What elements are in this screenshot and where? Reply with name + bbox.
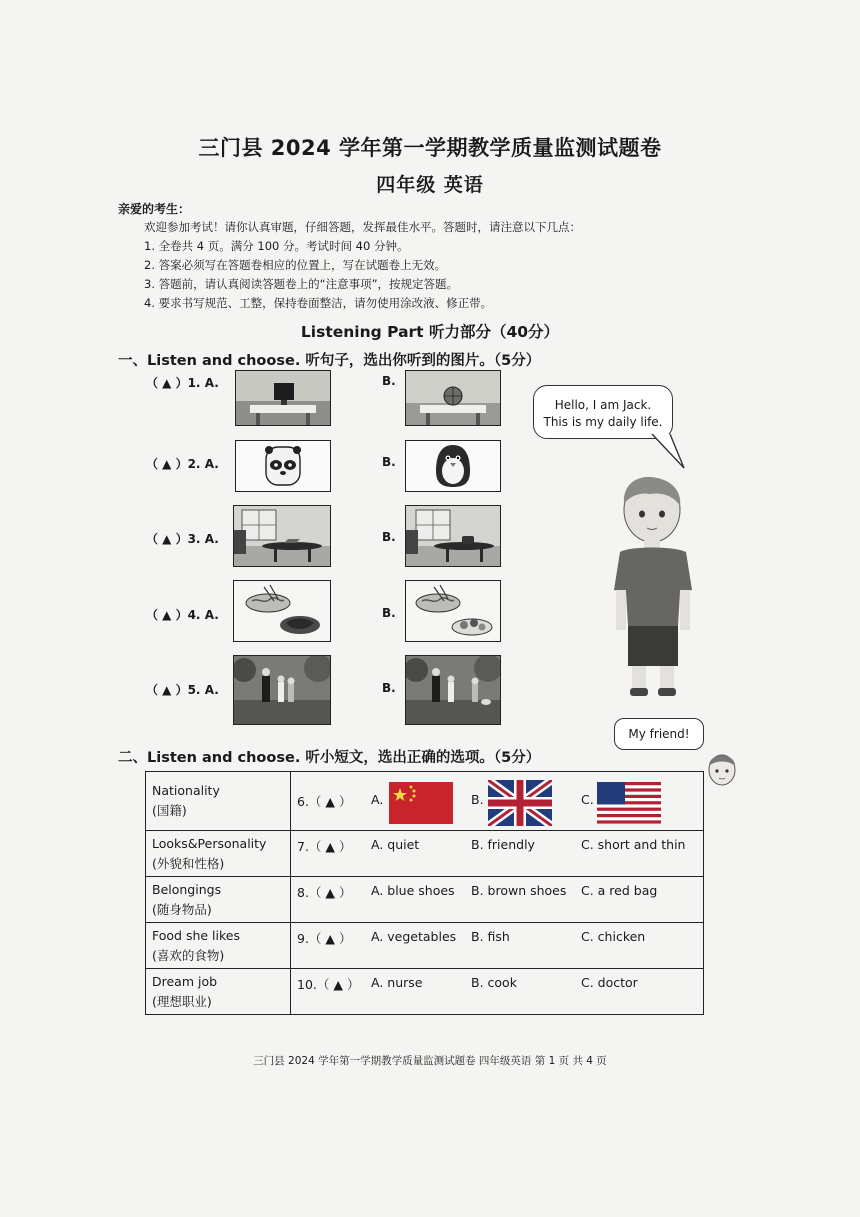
page-footer: 三门县 2024 学年第一学期教学质量监测试题卷 四年级英语 第 1 页 共 4 页 [253, 1055, 607, 1067]
category-cell [146, 923, 291, 969]
instruction-item: 欢迎参加考试！请你认真审题，仔细答题，发挥最佳水平。答题时，请注意以下几点： [144, 220, 581, 234]
bubble-line-1: Hello, I am Jack. [554, 398, 652, 412]
question-number: 10.（ ▲ ） [297, 977, 360, 992]
category-zh: (理想职业) [152, 993, 212, 1009]
category-en: Belongings [152, 881, 222, 897]
options-cell [291, 831, 704, 877]
part1-heading: 一、Listen and choose. 听句子，选出你听到的图片。（5分） [118, 353, 541, 369]
options-cell [291, 877, 704, 923]
q1-image-b-ball[interactable] [405, 370, 501, 426]
category-cell [146, 969, 291, 1015]
table-row [146, 969, 704, 1015]
question-number: 8.（ ▲ ） [297, 885, 352, 900]
option-b[interactable]: B. fish [471, 929, 510, 944]
exam-title: 三门县 2024 学年第一学期教学质量监测试题卷 [198, 136, 662, 160]
category-en: Nationality [152, 783, 220, 798]
q1-image-a-tv[interactable] [235, 370, 331, 426]
option-c-label[interactable]: C. [581, 792, 594, 807]
jack-boy-illustration-icon [600, 470, 710, 700]
option-b[interactable]: B. cook [471, 975, 517, 990]
exam-subtitle: 四年级 英语 [376, 174, 484, 196]
part2-table [145, 771, 704, 1015]
option-c[interactable]: C. chicken [581, 929, 646, 944]
question-1-label: （ ▲ ）1. A. [146, 376, 219, 390]
speech-bubble-tail-icon [650, 432, 690, 472]
instruction-item: 3. 答题前，请认真阅读答题卷上的“注意事项”，按规定答题。 [144, 277, 459, 291]
q4-image-b-noodles-vegetables[interactable] [405, 580, 501, 642]
question-3-label: （ ▲ ）3. A. [146, 532, 219, 546]
option-b-label[interactable]: B. [471, 792, 484, 807]
category-zh: (随身物品) [152, 901, 212, 917]
usa-flag-icon[interactable] [597, 782, 661, 824]
q5-image-a-park-scene[interactable] [233, 655, 331, 725]
option-b[interactable]: B. friendly [471, 837, 535, 852]
category-en: Dream job [152, 973, 218, 989]
instructions-list [144, 218, 581, 313]
bubble-line-2: This is my daily life. [543, 415, 663, 429]
table-row [146, 923, 704, 969]
question-1-option-b-label: B. [382, 374, 396, 388]
q2-image-a-panda-bag[interactable] [235, 440, 331, 492]
listening-part-title: Listening Part 听力部分（40分） [300, 323, 560, 341]
options-cell [291, 923, 704, 969]
option-b[interactable]: B. brown shoes [471, 883, 567, 898]
china-flag-icon[interactable] [389, 782, 453, 824]
friend-bubble-text: My friend! [628, 727, 690, 741]
instructions-greeting: 亲爱的考生： [118, 202, 191, 216]
question-4-option-b-label: B. [382, 606, 396, 620]
table-row [146, 877, 704, 923]
question-number: 9.（ ▲ ） [297, 931, 352, 946]
question-3-option-b-label: B. [382, 530, 396, 544]
question-number: 7.（ ▲ ） [297, 839, 352, 854]
question-2-label: （ ▲ ）2. A. [146, 457, 219, 471]
category-cell [146, 772, 291, 831]
friend-girl-avatar-icon [705, 748, 739, 790]
options-cell [291, 969, 704, 1015]
question-5-label: （ ▲ ）5. A. [146, 683, 219, 697]
option-a-label[interactable]: A. [371, 792, 384, 807]
instruction-item: 2. 答案必须写在答题卷相应的位置上，写在试题卷上无效。 [144, 258, 447, 272]
friend-speech-bubble [614, 718, 704, 750]
option-a[interactable]: A. vegetables [371, 929, 457, 944]
option-a[interactable]: A. quiet [371, 837, 420, 852]
category-zh: (国籍) [152, 803, 187, 818]
category-en: Looks&Personality [152, 835, 267, 851]
category-zh: (喜欢的食物) [152, 947, 225, 963]
instruction-item: 4. 要求书写规范、工整，保持卷面整洁，请勿使用涂改液、修正带。 [144, 296, 493, 310]
option-c[interactable]: C. doctor [581, 975, 638, 990]
category-en: Food she likes [152, 927, 240, 943]
category-cell [146, 831, 291, 877]
q5-image-b-park-scene[interactable] [405, 655, 501, 725]
option-a[interactable]: A. blue shoes [371, 883, 455, 898]
table-row [146, 831, 704, 877]
q3-image-b-living-room[interactable] [405, 505, 501, 567]
category-cell [146, 877, 291, 923]
part2-heading: 二、Listen and choose. 听小短文，选出正确的选项。（5分） [118, 750, 541, 766]
option-a[interactable]: A. nurse [371, 975, 423, 990]
category-zh: (外貌和性格) [152, 855, 225, 871]
question-5-option-b-label: B. [382, 681, 396, 695]
question-4-label: （ ▲ ）4. A. [146, 608, 219, 622]
uk-flag-icon[interactable] [488, 780, 552, 826]
table-row [146, 772, 704, 831]
jack-speech-bubble [533, 385, 673, 439]
option-c[interactable]: C. short and thin [581, 837, 686, 852]
question-number: 6.（ ▲ ） [297, 794, 352, 809]
option-c[interactable]: C. a red bag [581, 883, 658, 898]
options-cell [291, 772, 704, 831]
instruction-item: 1. 全卷共 4 页。满分 100 分。考试时间 40 分钟。 [144, 239, 409, 253]
q4-image-a-noodles-fish[interactable] [233, 580, 331, 642]
q2-image-b-penguin-bag[interactable] [405, 440, 501, 492]
question-2-option-b-label: B. [382, 455, 396, 469]
q3-image-a-living-room[interactable] [233, 505, 331, 567]
